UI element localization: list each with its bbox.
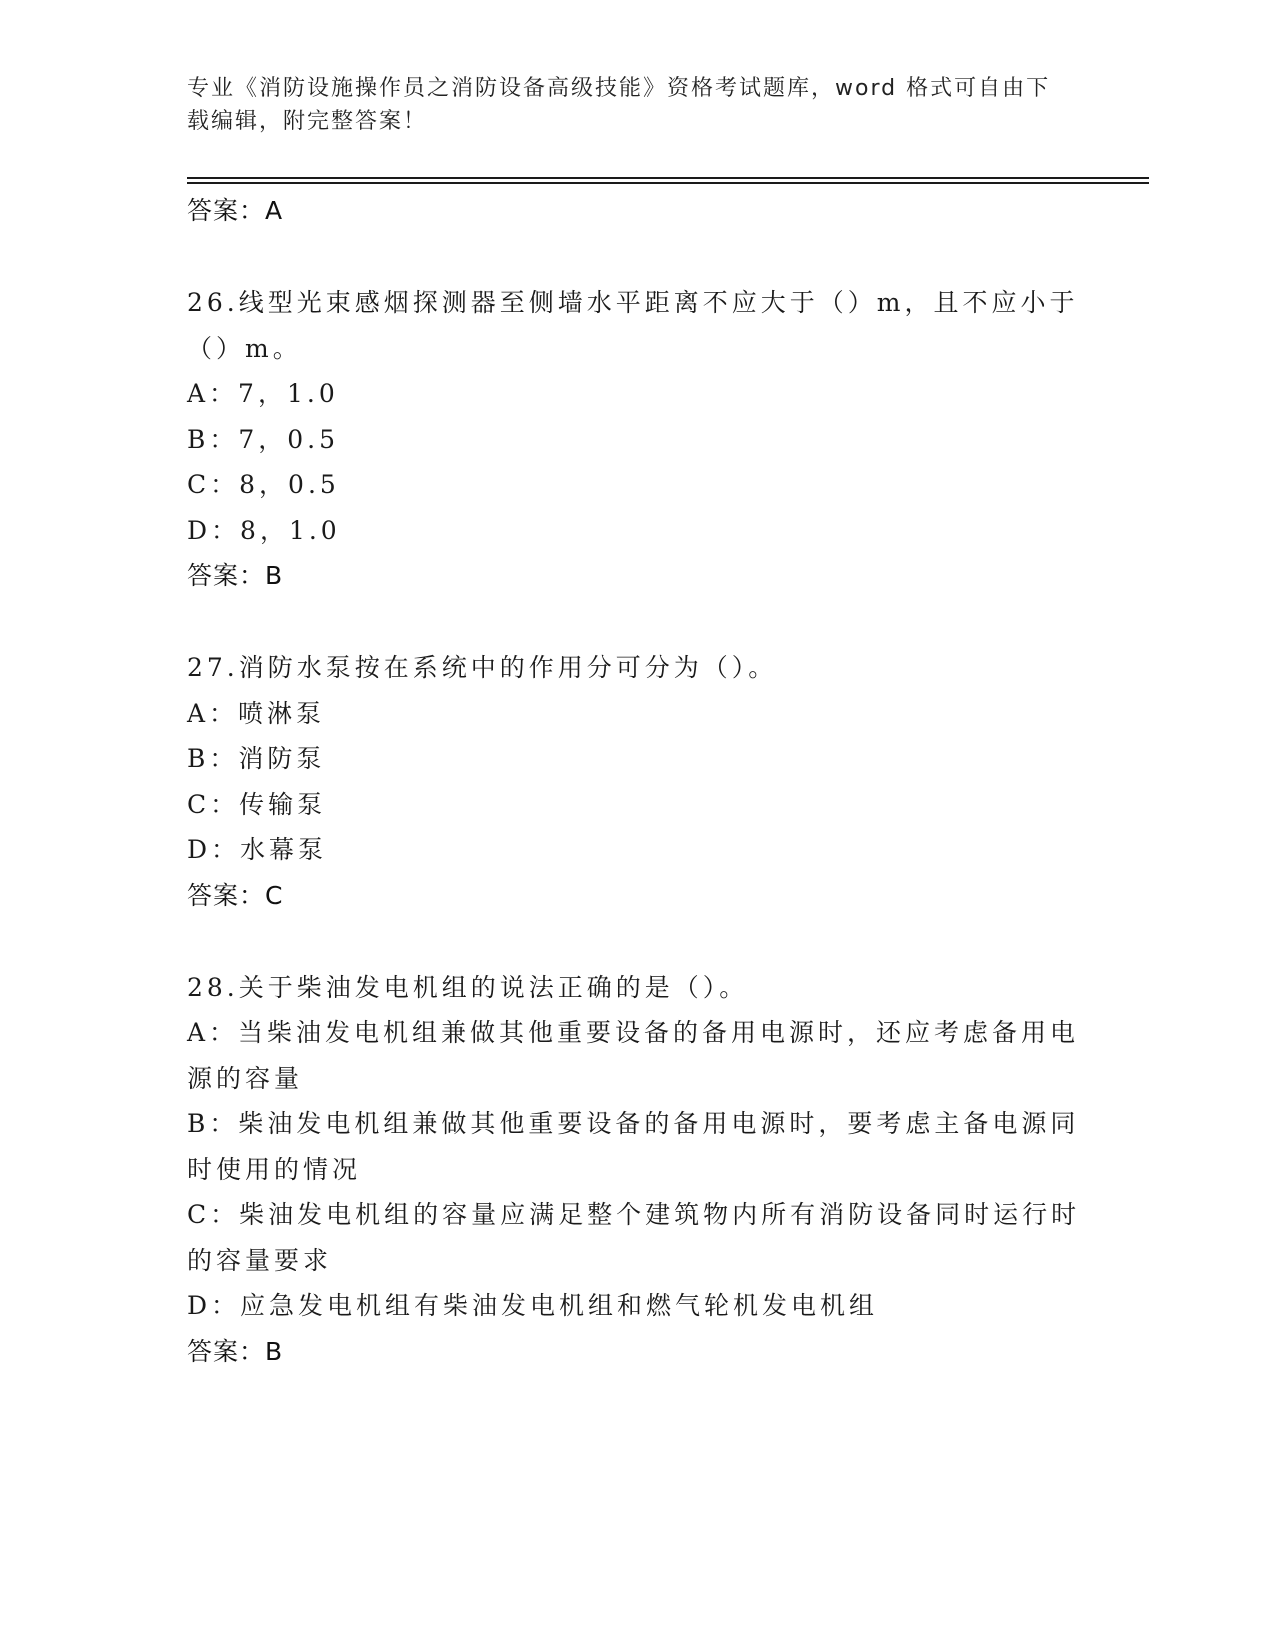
option-c-continued: 的容量要求	[187, 1245, 333, 1275]
header-rule-bottom	[187, 182, 1149, 184]
option-c: C：柴油发电机组的容量应满足整个建筑物内所有消防设备同时运行时	[187, 1200, 1081, 1229]
option-a-continued: 源的容量	[187, 1063, 304, 1093]
option-c: C：传输泵	[187, 789, 327, 819]
question-stem-continued: （）m。	[187, 333, 302, 363]
answer-line: 答案：B	[187, 561, 284, 590]
option-b: B：柴油发电机组兼做其他重要设备的备用电源时，要考虑主备电源同	[187, 1109, 1080, 1138]
option-b-continued: 时使用的情况	[187, 1154, 362, 1184]
header-line-2: 载编辑，附完整答案！	[187, 109, 428, 134]
option-d: D：水幕泵	[187, 835, 328, 864]
question-stem: 27.消防水泵按在系统中的作用分可分为（）。	[187, 653, 778, 682]
answer-line: 答案：C	[187, 880, 284, 910]
option-b: B：7，0.5	[187, 424, 340, 454]
page-header	[187, 72, 1067, 138]
header-rule-top	[187, 177, 1149, 179]
option-a: A：喷淋泵	[187, 698, 326, 728]
option-b: B：消防泵	[187, 744, 326, 773]
answer-line: 答案：A	[187, 196, 284, 225]
option-c: C：8，0.5	[187, 470, 340, 499]
option-a: A：当柴油发电机组兼做其他重要设备的备用电源时，还应考虑备用电	[187, 1018, 1080, 1047]
question-list	[187, 188, 1087, 1375]
spacer	[187, 599, 1087, 645]
option-d: D：8，1.0	[187, 515, 341, 545]
option-d: D：应急发电机组有柴油发电机组和燃气轮机发电机组	[187, 1291, 879, 1320]
question-block	[187, 965, 1087, 1375]
question-block	[187, 280, 1087, 599]
question-stem: 28.关于柴油发电机组的说法正确的是（）。	[187, 972, 749, 1002]
question-block	[187, 645, 1087, 919]
question-stem: 26.线型光束感烟探测器至侧墙水平距离不应大于（）m，且不应小于	[187, 288, 1079, 317]
header-line-1: 专业《消防设施操作员之消防设备高级技能》资格考试题库，word 格式可自由下	[187, 76, 1051, 101]
spacer	[187, 234, 1087, 280]
option-a: A：7，1.0	[187, 379, 339, 408]
spacer	[187, 919, 1087, 965]
answer-line: 答案：B	[187, 1336, 284, 1366]
